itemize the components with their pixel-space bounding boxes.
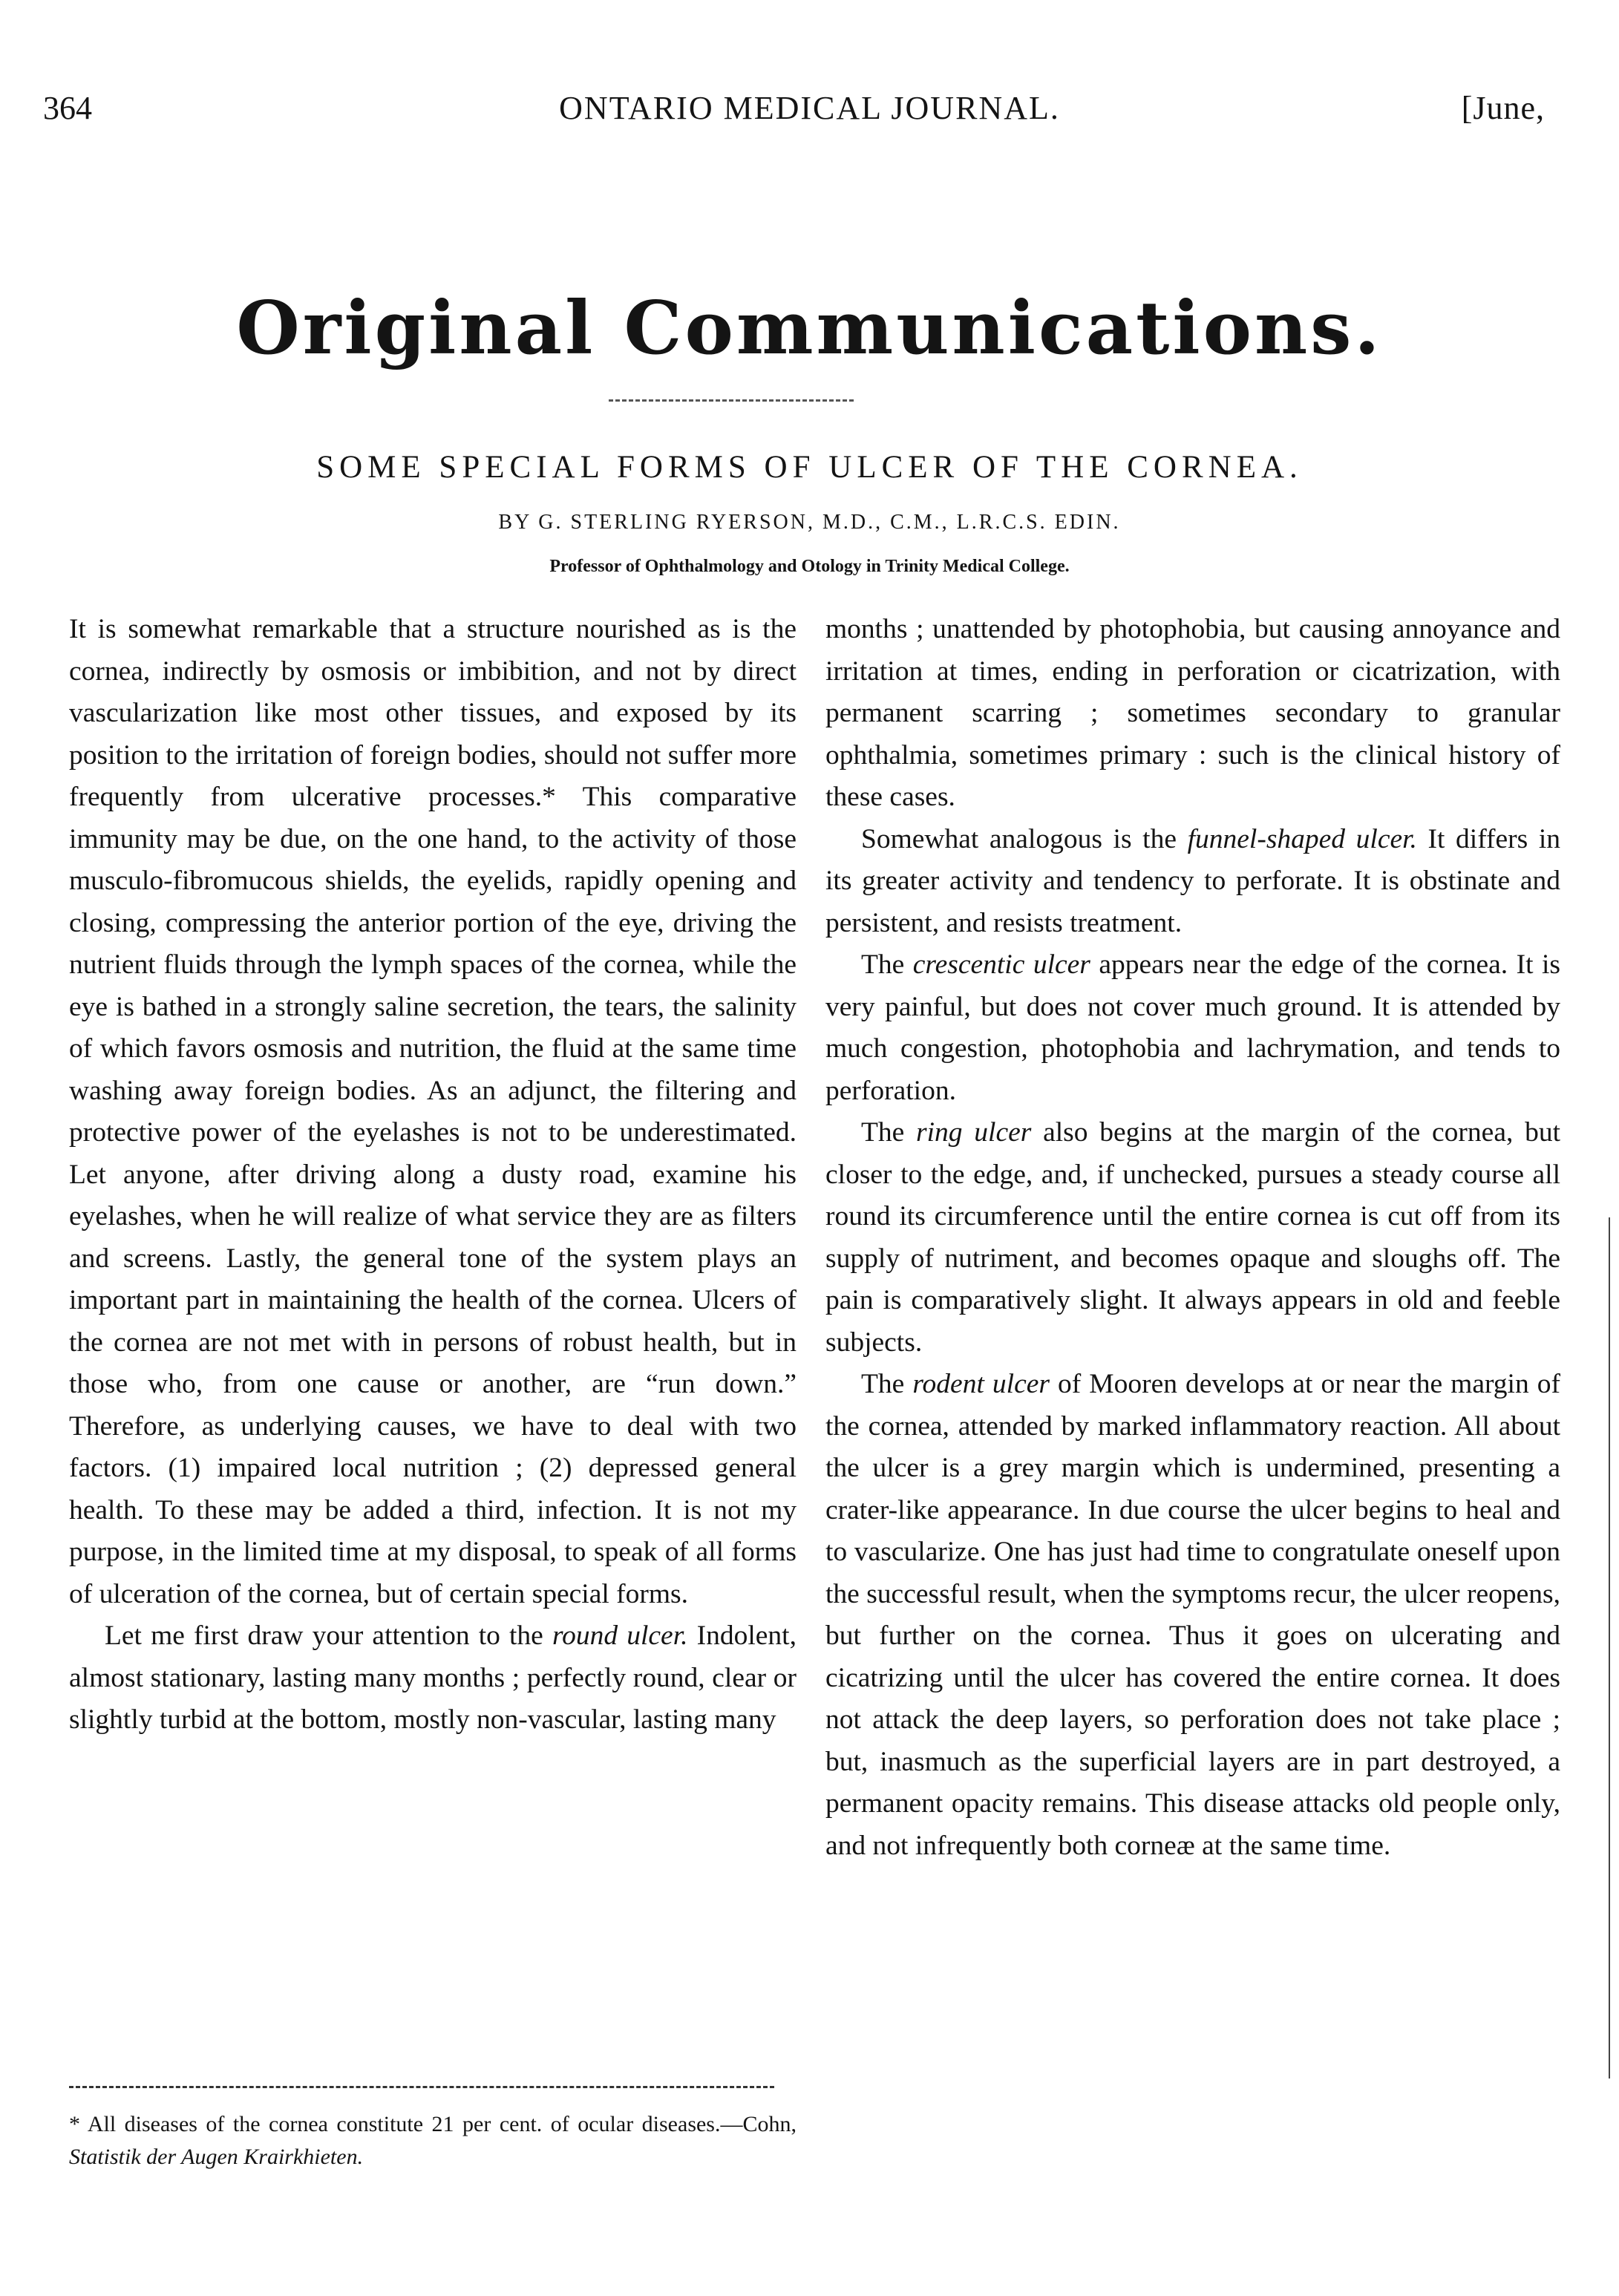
page-edge-mark [1609, 1217, 1610, 2078]
emphasis: funnel-shaped ulcer. [1187, 823, 1417, 854]
footnote-citation: Statistik der Augen Krairkhieten. [69, 2145, 364, 2169]
running-header [0, 89, 1619, 148]
footnote: * All diseases of the cornea constitute 21 per cent. of ocular diseases.—Cohn, Statistik der Augen Krairkhieten. [69, 2112, 797, 2169]
journal-title: ONTARIO MEDICAL JOURNAL. [559, 90, 1060, 126]
emphasis: ring ulcer [916, 1117, 1032, 1148]
emphasis: crescentic ulcer [912, 949, 1090, 980]
left-column [69, 609, 797, 1741]
paragraph: months ; unattended by photophobia, but causing annoyance and irritation at times, ending in perforation or cicatrization, with permanent scarring ; sometimes secondary to granular ophthalmia, sometimes primary : such is the clinical history of these cases. [825, 614, 1560, 812]
paragraph: Let me first draw your attention to the round ulcer. Indolent, almost stationary, lasting many months ; perfectly round, clear or slightly turbid at the bottom, mostly non-vascular, lasting many [69, 1620, 797, 1735]
article-title: SOME SPECIAL FORMS OF ULCER OF THE CORNEA. [316, 450, 1303, 485]
emphasis: round ulcer. [552, 1620, 688, 1651]
emphasis: rodent ulcer [912, 1369, 1050, 1399]
paragraph: The crescentic ulcer appears near the edge of the cornea. It is very painful, but does not cover much ground. It is attended by much congestion, photophobia and lachrymation, and tends to perforation. [825, 949, 1560, 1106]
right-column [825, 609, 1560, 1867]
paragraph: Somewhat analogous is the funnel-shaped ulcer. It differs in its greater activity and tendency to perforate. It is obstinate and persistent, and resists treatment. [825, 823, 1560, 938]
page-number: 364 [43, 90, 92, 126]
footnote-rule [69, 2086, 774, 2088]
paragraph: The ring ulcer also begins at the margin of the cornea, but closer to the edge, and, if unchecked, pursues a steady course all round its circumference until the entire cornea is cut off from its supply of nutriment, and becomes opaque and sloughs off. The pain is comparatively slight. It always appears in old and feeble subjects. [825, 1117, 1560, 1358]
author-affiliation: Professor of Ophthalmology and Otology in Trinity Medical College. [549, 557, 1070, 576]
paragraph: The rodent ulcer of Mooren develops at or near the margin of the cornea, attended by marked inflammatory reaction. All about the ulcer is a grey margin which is undermined, presenting a crater-like appearance. In due course the ulcer begins to heal and to vascularize. One has just had time to congratulate oneself upon the successful result, when the symptoms recur, the ulcer reopens, but further on the cornea. Thus it goes on ulcerating and cicatrizing until the ulcer has covered the entire cornea. It does not attack the deep layers, so perforation does not take place ; but, inasmuch as the superficial layers are in part destroyed, a permanent opacity remains. This disease attacks old people only, and not infrequently both corneæ at the same time. [825, 1369, 1560, 1861]
title-divider [609, 399, 854, 402]
article-byline: BY G. STERLING RYERSON, M.D., C.M., L.R.C.S. EDIN. [498, 511, 1121, 534]
paragraph: It is somewhat remarkable that a structure nourished as is the cornea, indirectly by osmosis or imbibition, and not by direct vascularization like most other tissues, and exposed by its position to the irritation of foreign bodies, should not suffer more frequently from ulcerative processes.* This comparative immunity may be due, on the one hand, to the activity of those musculo-fibromucous shields, the eyelids, rapidly opening and closing, compressing the anterior portion of the eye, driving the nutrient fluids through the lymph spaces of the cornea, while the eye is bathed in a strongly saline secretion, the tears, the salinity of which favors osmosis and nutrition, the fluid at the same time washing away foreign bodies. As an adjunct, the filtering and protective power of the eyelashes is not to be underestimated. Let anyone, after driving along a dusty road, examine his eyelashes, when he will realize of what service they are as filters and screens. Lastly, the general tone of the system plays an important part in maintaining the health of the cornea. Ulcers of the cornea are not met with in persons of robust health, but in those who, from one cause or another, are “run down.” Therefore, as underlying causes, we have to deal with two factors. (1) impaired local nutrition ; (2) depressed general health. To these may be added a third, infection. It is not my purpose, in the limited time at my disposal, to speak of all forms of ulceration of the cornea, but of certain special forms. [69, 614, 797, 1609]
issue-month: [June, [1461, 90, 1545, 126]
section-title: Original Communications. [236, 286, 1383, 371]
